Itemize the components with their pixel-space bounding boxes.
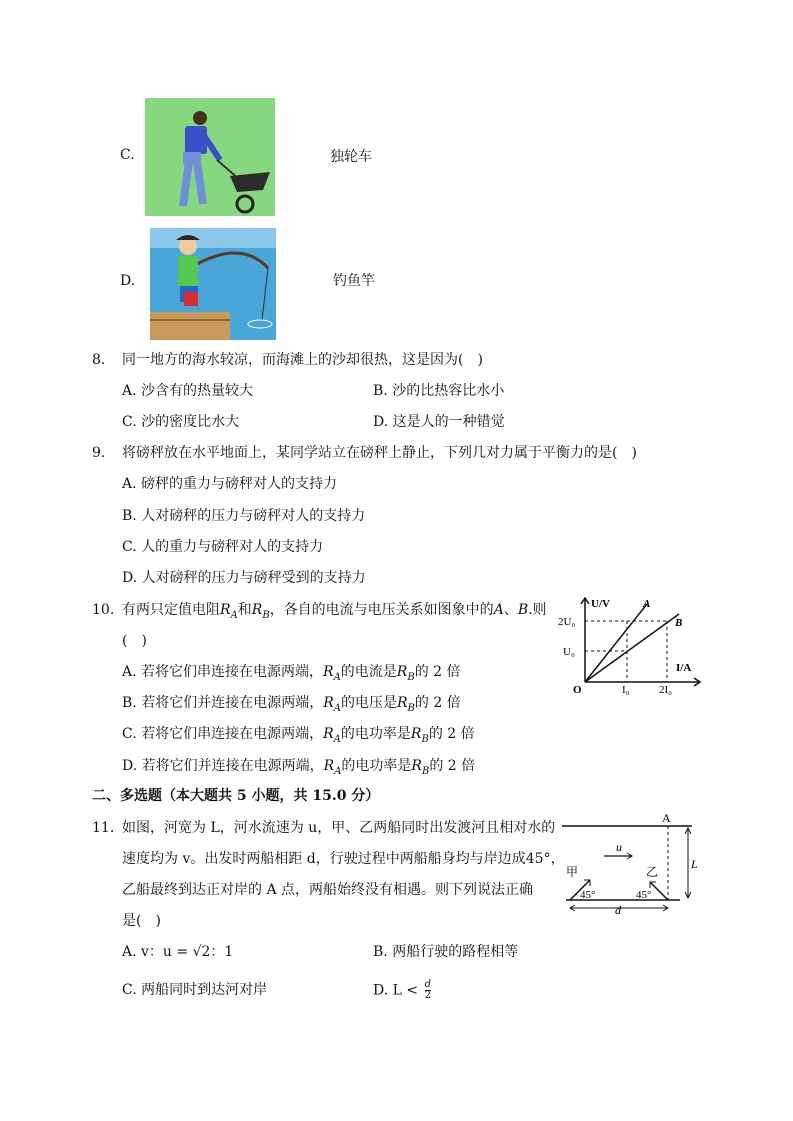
q11-option-a: A. v：u = √2：1 (122, 944, 234, 960)
x-axis-label: I/A (676, 662, 692, 674)
fraction-denominator: 2 (424, 990, 431, 1001)
q11-line-1: 如图，河宽为 L，河水流速为 u，甲、乙两船同时出发渡河且相对水的 (122, 820, 556, 836)
q7-option-d-letter: D. (120, 273, 136, 289)
q8-option-d: D. 这是人的一种错觉 (373, 414, 505, 430)
angle-2-label: 45° (636, 889, 652, 901)
jia-label: 甲 (566, 865, 579, 879)
q10-option-a: A. 若将它们串连接在电源两端，$R_A$的电流是$R_B$的 2 倍 (122, 664, 461, 683)
q9-option-b: B. 人对磅秤的压力与磅秤对人的支持力 (122, 508, 366, 524)
q10-option-b: B. 若将它们并连接在电源两端，$R_A$的电压是$R_B$的 2 倍 (122, 695, 461, 714)
l-label: L (691, 857, 698, 871)
q10-paren: ( ) (122, 633, 147, 649)
wheelbarrow-image (145, 98, 275, 216)
q8-option-b: B. 沙的比热容比水小 (373, 383, 505, 399)
q11-line-2: 速度均为 v。出发时两船相距 d，行驶过程中两船船身均与岸边成45°， (122, 851, 565, 867)
q10-stem: 有两只定值电阻$R_A$和$R_B$，各自的电流与电压关系如图象中的A、B.则 (122, 602, 547, 621)
angle-1-label: 45° (580, 889, 596, 901)
ui-graph (555, 592, 705, 697)
q10-option-c: C. 若将它们串连接在电源两端，$R_A$的电功率是$R_B$的 2 倍 (122, 726, 475, 745)
yi-label: 乙 (646, 865, 659, 879)
origin-label: O (573, 684, 582, 696)
river-figure (560, 810, 705, 915)
q8-number: 8. (92, 352, 106, 368)
y-tick-2u0: 2U₀ (558, 616, 576, 628)
q11-number: 11. (92, 820, 115, 836)
q11-option-c: C. 两船同时到达河对岸 (122, 982, 268, 998)
point-a-label: A (662, 811, 671, 825)
y-tick-u0: U₀ (563, 646, 575, 658)
q8-stem: 同一地方的海水较凉，而海滩上的沙却很热，这是因为( ) (122, 352, 483, 368)
line-b (585, 614, 679, 682)
fraction-numerator: d (424, 979, 431, 990)
q9-number: 9. (92, 445, 106, 461)
q7-option-c-label: 独轮车 (330, 149, 372, 165)
section-2-heading: 二、多选题（本大题共 5 小题，共 15.0 分） (92, 788, 380, 804)
q10-number: 10. (92, 602, 115, 618)
line-a-label: A (643, 598, 651, 610)
q8-option-a: A. 沙含有的热量较大 (122, 383, 254, 399)
fishing-rod-image (150, 228, 276, 340)
d-label: d (615, 903, 621, 915)
q11-option-d: D. L < $\frac{d}{2}$ (373, 979, 431, 1001)
q11-line-3: 乙船最终到达正对岸的 A 点，两船始终没有相遇。则下列说法正确 (122, 882, 534, 898)
q9-option-c: C. 人的重力与磅秤对人的支持力 (122, 539, 324, 555)
x-tick-2i0: 2I₀ (659, 684, 672, 696)
q11-line-4: 是( ) (122, 913, 161, 929)
q8-option-c: C. 沙的密度比水大 (122, 414, 240, 430)
q7-option-c-letter: C. (120, 147, 135, 163)
q11-option-b: B. 两船行驶的路程相等 (373, 944, 519, 960)
q9-option-a: A. 磅秤的重力与磅秤对人的支持力 (122, 476, 338, 492)
q7-option-d-label: 钓鱼竿 (333, 273, 375, 289)
u-label: u (616, 840, 622, 854)
q9-option-d: D. 人对磅秤的压力与磅秤受到的支持力 (122, 570, 366, 586)
y-axis-label: U/V (591, 598, 610, 610)
line-b-label: B (675, 617, 683, 629)
q9-stem: 将磅秤放在水平地面上，某同学站立在磅秤上静止，下列几对力属于平衡力的是( ) (122, 445, 637, 461)
q10-option-d: D. 若将它们并连接在电源两端，$R_A$的电功率是$R_B$的 2 倍 (122, 758, 476, 777)
boat-yi-arrow (650, 882, 668, 900)
x-tick-i0: I₀ (622, 684, 630, 696)
